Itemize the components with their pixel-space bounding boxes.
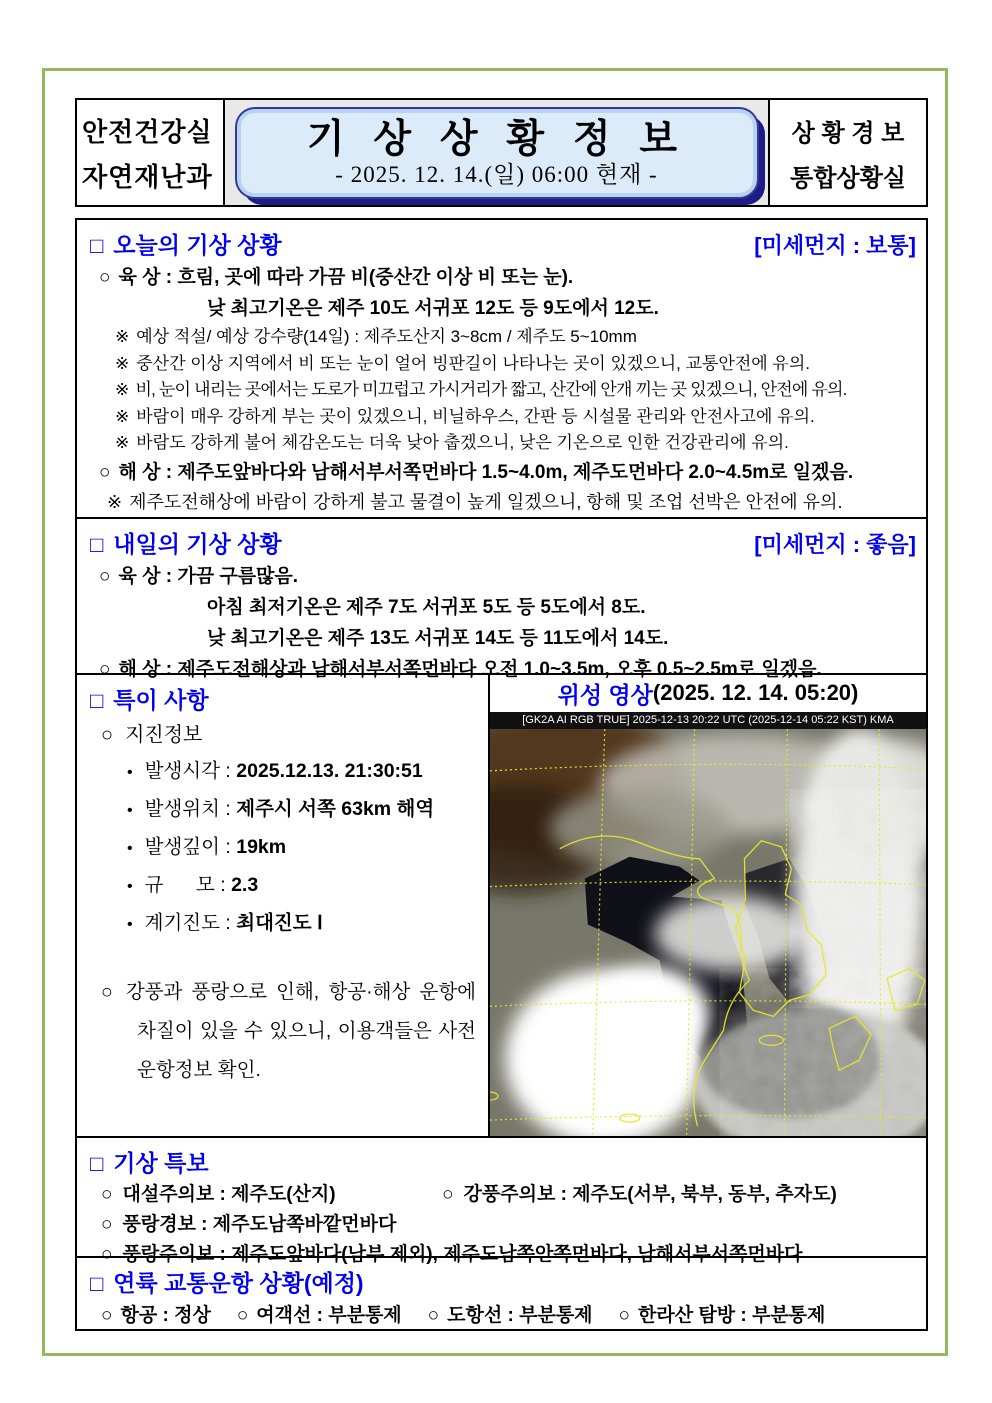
today-note-3-text: 비, 눈이 내리는 곳에서는 도로가 미끄럽고 가시거리가 짧고, 산간에 안개 끼는 곳 있겠으니, 안전에 유의. [135, 380, 847, 399]
warning-wind-wave-advisory-text: 풍랑주의보 : 제주도앞바다(남부 제외), 제주도남쪽안쪽먼바다, 남해서부서쪽먼바다 [122, 1243, 803, 1265]
section-square-icon: □ [90, 531, 104, 557]
bullet-icon: • [127, 839, 133, 857]
today-note-2-text: 중산간 이상 지역에서 비 또는 눈이 얼어 빙판길이 나타나는 곳이 있겠으니, 교통안전에 유의. [136, 353, 810, 373]
circle-marker-icon: ○ [101, 1213, 113, 1235]
earthquake-item-magnitude [77, 867, 488, 905]
circle-marker-icon: ○ [427, 1304, 440, 1326]
earthquake-heading-text: 지진정보 [125, 723, 203, 746]
office-line1: 상 황 경 보 [791, 119, 905, 147]
warning-heavy-snow [77, 1180, 442, 1210]
earthquake-item-intensity-value: 최대진도 Ⅰ [236, 911, 323, 934]
section-square-icon: □ [90, 233, 104, 258]
section-today [77, 220, 926, 519]
reference-marker-icon: ※ [107, 491, 123, 512]
section-warnings-head [77, 1138, 926, 1180]
transport-hallasan-value: 부분통제 [751, 1304, 826, 1326]
circle-marker-icon: ○ [101, 980, 117, 1003]
section-warnings [77, 1138, 926, 1265]
today-note-2 [77, 351, 926, 378]
section-warnings-title-text: 기상 특보 [113, 1149, 209, 1176]
dust-badge-today: [미세먼지 : 보통] [754, 233, 916, 258]
special-notes-column [77, 675, 488, 1136]
circle-marker-icon: ○ [101, 1304, 113, 1326]
section-transport-head [77, 1258, 926, 1300]
circle-marker-icon: ○ [236, 1304, 249, 1326]
tomorrow-land-text: 육 상 : 가끔 구름많음. [118, 565, 299, 587]
title-box [237, 109, 757, 197]
section-special-head [77, 675, 488, 717]
section-special-title [90, 682, 209, 715]
department-cell [77, 100, 225, 205]
dust-badge-tomorrow: [미세먼지 : 좋음] [754, 531, 916, 557]
section-tomorrow-title [90, 526, 282, 559]
today-land-line [77, 262, 926, 293]
today-note-5 [77, 430, 926, 457]
today-note-1-text: 예상 적설/ 예상 강수량(14일) : 제주도산지 3~8cm / 제주도 5~10mm [136, 327, 637, 346]
circle-marker-icon: ○ [101, 723, 114, 746]
today-land-line2: 낮 최고기온은 제주 10도 서귀포 12도 등 9도에서 12도. [207, 298, 659, 319]
today-note-3 [77, 377, 926, 404]
department-line1: 안전건강실 [82, 116, 213, 147]
circle-marker-icon: ○ [442, 1183, 454, 1205]
satellite-title-time: (2025. 12. 14. 05:20) [652, 680, 859, 705]
today-sea-note [77, 488, 926, 517]
warning-strong-wind-text: 강풍주의보 : 제주도(서부, 북부, 동부, 추자도) [463, 1183, 837, 1205]
earthquake-item-depth [77, 829, 488, 867]
today-note-1 [77, 324, 926, 351]
circle-marker-icon: ○ [99, 658, 111, 680]
transport-ferry-value: 부분통제 [328, 1304, 402, 1326]
earthquake-item-depth-value: 19km [236, 835, 287, 858]
section-transport [77, 1258, 926, 1332]
circle-marker-icon: ○ [99, 267, 111, 288]
transport-island-boat-value: 부분통제 [519, 1304, 593, 1326]
section-tomorrow [77, 519, 926, 680]
section-square-icon: □ [90, 1270, 104, 1296]
transport-air-label: 항공 [120, 1304, 158, 1326]
today-sea-line [77, 457, 926, 488]
earthquake-item-time-label: 발생시각 [144, 759, 220, 782]
warning-heavy-snow-text: 대설주의보 : 제주도(산지) [122, 1183, 336, 1205]
warning-strong-wind [442, 1180, 926, 1210]
warning-wind-wave-alert [77, 1210, 926, 1240]
circle-marker-icon: ○ [99, 565, 111, 587]
earthquake-item-intensity [77, 905, 488, 943]
transport-ferry [237, 1300, 402, 1332]
today-note-5-text: 바람도 강하게 불어 체감온도는 더욱 낮아 춥겠으니, 낮은 기온으로 인한 건강관리에 유의. [136, 433, 789, 452]
separator: : [214, 873, 232, 896]
transport-ferry-label: 여객선 [256, 1304, 312, 1326]
transport-island-boat [428, 1300, 593, 1332]
separator: : [219, 911, 237, 934]
travel-advisory [101, 973, 476, 1090]
section-transport-title [90, 1265, 364, 1298]
separator: : [219, 759, 237, 782]
earthquake-item-location-value: 제주시 서쪽 63km 해역 [236, 797, 435, 820]
transport-hallasan-label: 한라산 탐방 [638, 1304, 736, 1326]
transport-status-line [77, 1300, 926, 1332]
reference-marker-icon: ※ [115, 380, 129, 399]
section-today-title [90, 227, 282, 260]
section-today-title-text: 오늘의 기상 상황 [113, 232, 282, 258]
warnings-row-1 [77, 1180, 926, 1210]
report-body [75, 218, 928, 1331]
separator: : [735, 1304, 752, 1326]
separator: : [502, 1304, 520, 1326]
satellite-column [488, 675, 926, 1136]
earthquake-item-location-label: 발생위치 [144, 797, 220, 820]
satellite-title [490, 675, 926, 712]
report-header [75, 98, 928, 207]
today-note-4 [77, 404, 926, 431]
satellite-image [490, 729, 926, 1136]
transport-island-boat-label: 도항선 [447, 1304, 503, 1326]
separator: : [219, 797, 237, 820]
bullet-icon: • [127, 763, 133, 781]
earthquake-item-time-value: 2025.12.13. 21:30:51 [236, 759, 423, 782]
circle-marker-icon: ○ [618, 1304, 631, 1326]
tomorrow-land-line [77, 561, 926, 592]
satellite-title-text: 위성 영상 [557, 681, 653, 708]
tomorrow-land-line3: 낮 최고기온은 제주 13도 서귀포 14도 등 11도에서 14도. [207, 627, 669, 649]
circle-marker-icon: ○ [101, 1243, 113, 1265]
earthquake-item-depth-label: 발생깊이 [144, 835, 220, 858]
transport-air-value: 정상 [174, 1304, 211, 1326]
transport-hallasan [619, 1300, 826, 1332]
today-note-4-text: 바람이 매우 강하게 부는 곳이 있겠으니, 비닐하우스, 간판 등 시설물 관리와 안전사고에 유의. [136, 406, 815, 426]
section-transport-title-text: 연륙 교통운항 상황(예정) [113, 1269, 364, 1296]
section-warnings-title [90, 1145, 209, 1178]
circle-marker-icon: ○ [101, 1183, 113, 1205]
earthquake-item-magnitude-value: 2.3 [231, 873, 259, 896]
earthquake-item-time [77, 753, 488, 791]
satellite-image-graphic [490, 729, 926, 1136]
today-sea-text: 해 상 : 제주도앞바다와 남해서부서쪽먼바다 1.5~4.0m, 제주도먼바다 2.0~4.5m로 일겠음. [118, 461, 854, 483]
bullet-icon: • [127, 801, 133, 819]
reference-marker-icon: ※ [115, 353, 130, 373]
tomorrow-land-line2: 아침 최저기온은 제주 7도 서귀포 5도 등 5도에서 8도. [207, 596, 646, 618]
tomorrow-sea-text: 해 상 : 제주도전해상과 남해서부서쪽먼바다 오전 1.0~3.5m, 오후 0.5~2.5m로 일겠음. [118, 658, 822, 680]
report-datetime: - 2025. 12. 14.(일) 06:00 현재 - [335, 161, 658, 187]
separator: : [157, 1304, 175, 1326]
travel-advisory-text: 강풍과 풍랑으로 인해, 항공·해상 운항에 차질이 있을 수 있으니, 이용객들은 사전 운항정보 확인. [125, 980, 477, 1081]
bullet-icon: • [127, 877, 133, 895]
today-land-text: 육 상 : 흐림, 곳에 따라 가끔 비(중산간 이상 비 또는 눈). [118, 267, 574, 288]
reference-marker-icon: ※ [115, 433, 130, 452]
earthquake-item-magnitude-label: 규 모 [144, 873, 215, 896]
separator: : [219, 835, 237, 858]
office-cell [768, 100, 926, 205]
reference-marker-icon: ※ [115, 406, 130, 426]
office-line2: 통합상황실 [790, 164, 906, 192]
section-tomorrow-head [77, 519, 926, 561]
section-square-icon: □ [90, 687, 104, 713]
earthquake-item-intensity-label: 계기진도 [144, 911, 220, 934]
department-line2: 자연재난과 [82, 161, 213, 192]
reference-marker-icon: ※ [115, 327, 130, 346]
satellite-caption: [GK2A AI RGB TRUE] 2025-12-13 20:22 UTC (2025-12-14 05:22 KST) KMA [490, 712, 926, 729]
section-today-head [77, 220, 926, 262]
warning-wind-wave-alert-text: 풍랑경보 : 제주도남쪽바깥먼바다 [122, 1213, 397, 1235]
bullet-icon: • [127, 915, 133, 933]
earthquake-heading [77, 717, 488, 753]
separator: : [311, 1304, 329, 1326]
today-sea-note-text: 제주도전해상에 바람이 강하게 불고 물결이 높게 일겠으니, 항해 및 조업 선박은 안전에 유의. [129, 491, 843, 512]
circle-marker-icon: ○ [99, 461, 111, 483]
transport-air [101, 1300, 211, 1332]
section-square-icon: □ [90, 1150, 104, 1176]
earthquake-item-location [77, 791, 488, 829]
section-special [77, 675, 926, 1138]
section-tomorrow-title-text: 내일의 기상 상황 [113, 530, 282, 557]
title-cell [225, 100, 768, 205]
page-frame [42, 68, 948, 1356]
report-title: 기 상 상 황 정 보 [306, 117, 687, 161]
section-special-title-text: 특이 사항 [113, 686, 209, 713]
